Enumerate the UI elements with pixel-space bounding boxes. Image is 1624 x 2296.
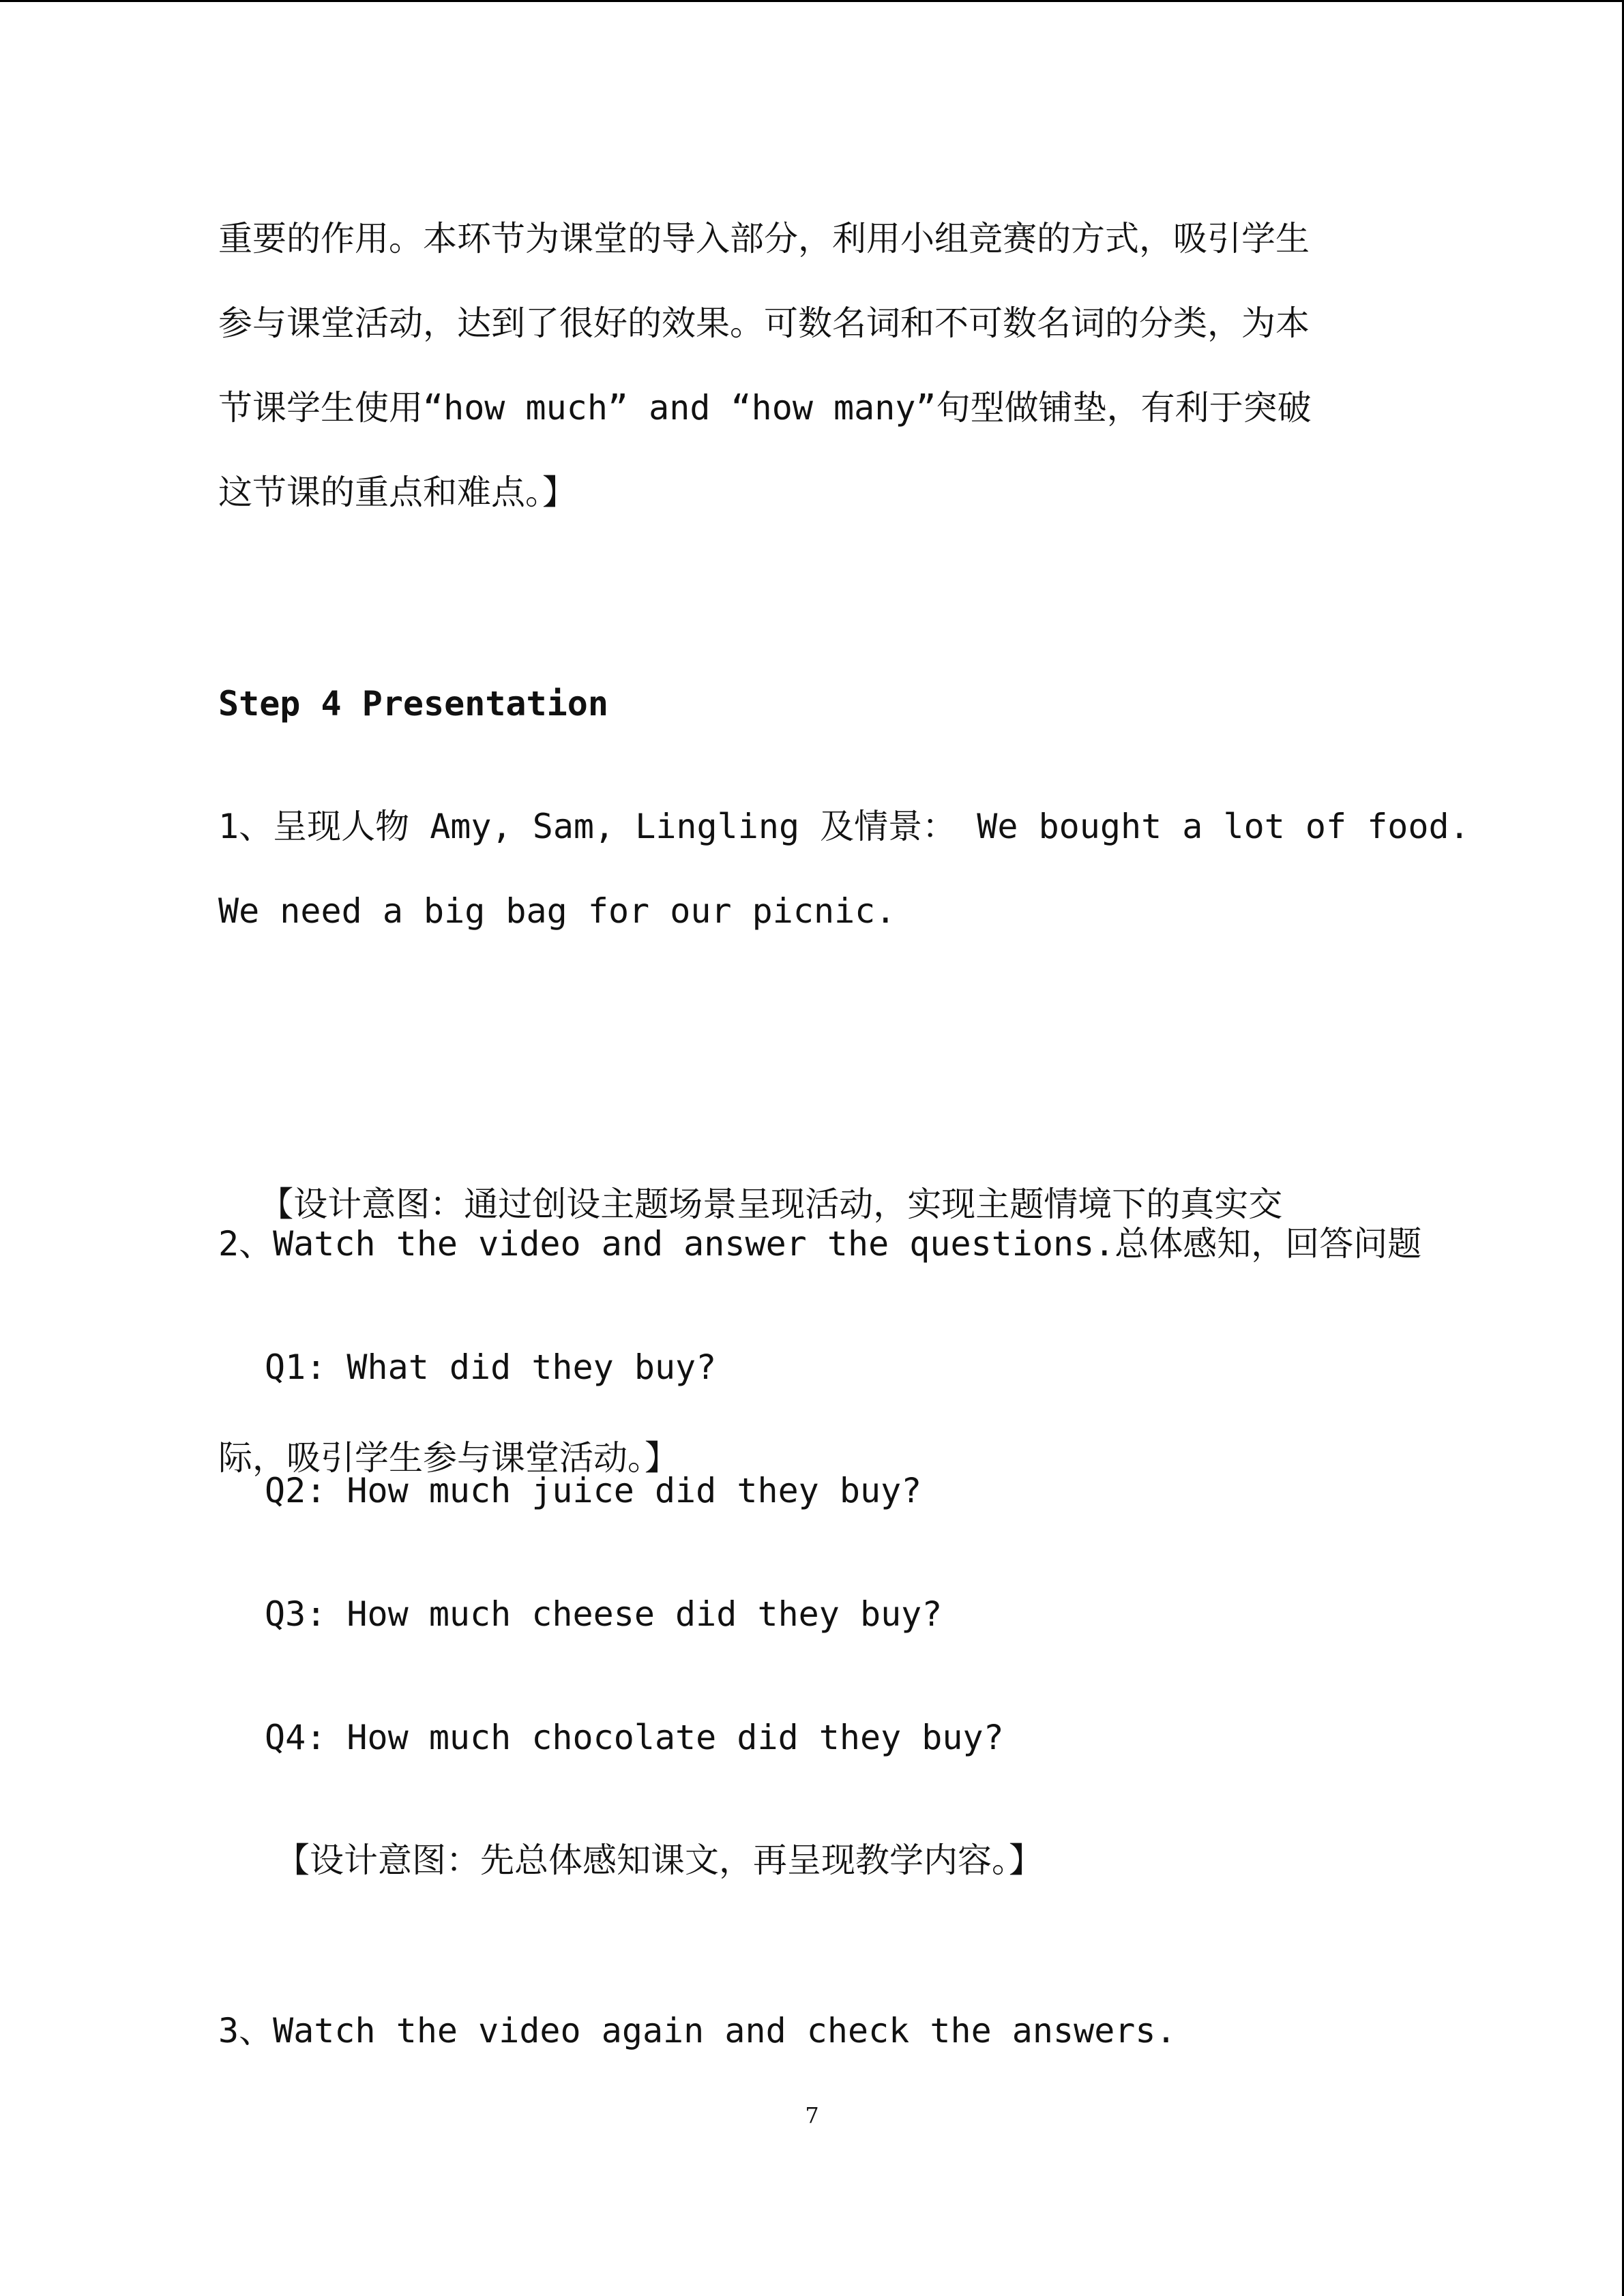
item-3: 3、Watch the video again and check the answers.: [218, 2011, 1177, 2051]
intro-line: 这节课的重点和难点。】: [218, 473, 576, 512]
question-1: Q1: What did they buy?: [265, 1347, 717, 1387]
item-1-line: We need a big bag for our picnic.: [218, 891, 896, 931]
question-2: Q2: How much juice did they buy?: [265, 1471, 922, 1510]
item-1: [218, 784, 1470, 953]
intro-paragraph: [218, 196, 1446, 535]
design-intent-2: 【设计意图：先总体感知课文，再呈现教学内容。】: [276, 1840, 1043, 1880]
item-1-line: 1、呈现人物 Amy, Sam, Lingling 及情景： We bought a lot of food.: [218, 807, 1470, 846]
design-intent-line: 【设计意图：通过创设主题场景呈现活动，实现主题情境下的真实交: [218, 1184, 1283, 1224]
step-heading: Step 4 Presentation: [218, 684, 608, 724]
page-top-border: [0, 0, 1624, 2]
item-2: 2、Watch the video and answer the questions.总体感知，回答问题: [218, 1224, 1422, 1264]
page-number: 7: [805, 2102, 819, 2128]
design-intent-line: 际，吸引学生参与课堂活动。】: [218, 1438, 679, 1478]
intro-line: 重要的作用。本环节为课堂的导入部分，利用小组竞赛的方式，吸引学生: [218, 219, 1310, 258]
intro-line: 节课学生使用“how much” and “how many”句型做铺垫，有利于突破: [218, 388, 1312, 428]
question-3: Q3: How much cheese did they buy?: [265, 1594, 943, 1634]
intro-line: 参与课堂活动，达到了很好的效果。可数名词和不可数名词的分类，为本: [218, 303, 1310, 343]
question-4: Q4: How much chocolate did they buy?: [265, 1718, 1004, 1757]
